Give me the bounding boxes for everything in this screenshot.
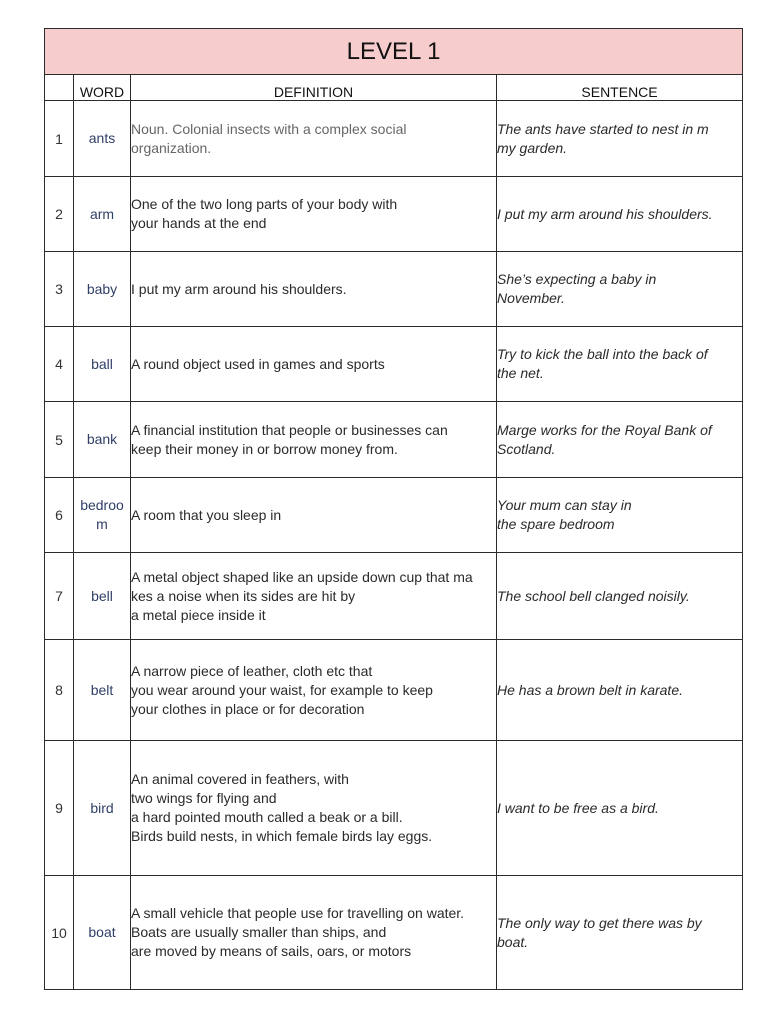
header-number (45, 75, 74, 101)
definition-cell (131, 252, 497, 327)
title-row (45, 29, 743, 75)
word-line: belt (90, 681, 114, 698)
sentence-line: The ants have started to nest in m (497, 120, 709, 137)
row-number: 6 (45, 478, 74, 553)
definition-line: One of the two long parts of your body with (131, 196, 398, 212)
sentence-line: the net. (497, 365, 544, 381)
header-sentence: SENTENCE (497, 75, 743, 101)
definition-line: a hard pointed mouth called a beak or a bill. (131, 809, 403, 825)
table-row (45, 327, 743, 402)
definition-line: kes a noise when its sides are hit by (131, 587, 356, 604)
header-row (45, 75, 743, 101)
definition-cell (131, 876, 497, 990)
definition-line: your clothes in place or for decoration (131, 700, 365, 717)
table-row (45, 101, 743, 177)
row-number: 8 (45, 640, 74, 741)
word-line: ants (88, 130, 116, 146)
definition-line: are moved by means of sails, oars, or motors (131, 943, 412, 959)
sentence-cell (497, 741, 743, 876)
vocabulary-table (44, 28, 743, 990)
definition-cell (131, 478, 497, 553)
definition-line: keep their money in or borrow money from. (131, 440, 398, 457)
definition-cell (131, 177, 497, 252)
word-cell (74, 478, 131, 553)
word-cell (74, 177, 131, 252)
sentence-cell (497, 101, 743, 177)
sentence-line: I put my arm around his shoulders. (497, 205, 713, 222)
sentence-cell (497, 640, 743, 741)
sentence-line: the spare bedroom (497, 516, 615, 532)
word-line: bank (86, 431, 118, 447)
sentence-line: She’s expecting a baby in (497, 271, 657, 287)
sentence-line: Your mum can stay in (497, 497, 632, 513)
sentence-line: He has a brown belt in karate. (497, 681, 683, 698)
table-row (45, 741, 743, 876)
table-row (45, 177, 743, 252)
word-cell (74, 741, 131, 876)
definition-line: A round object used in games and sports (131, 355, 385, 372)
definition-cell (131, 741, 497, 876)
table-row (45, 876, 743, 990)
sentence-line: November. (497, 290, 565, 306)
word-cell (74, 101, 131, 177)
definition-line: A metal object shaped like an upside down cup that ma (131, 568, 473, 585)
table-row (45, 640, 743, 741)
sentence-cell (497, 177, 743, 252)
word-cell (74, 252, 131, 327)
sentence-line: Marge works for the Royal Bank of (497, 421, 712, 438)
row-number: 10 (45, 876, 74, 990)
word-cell (74, 553, 131, 640)
row-number: 9 (45, 741, 74, 876)
word-cell (74, 640, 131, 741)
row-number: 3 (45, 252, 74, 327)
header-word: WORD (74, 75, 131, 101)
definition-line: a metal piece inside it (131, 606, 266, 623)
sentence-line: The school bell clanged noisily. (497, 587, 690, 604)
table-row (45, 402, 743, 478)
definition-line: Noun. Colonial insects with a complex social (131, 120, 407, 137)
definition-line: I put my arm around his shoulders. (131, 280, 347, 297)
definition-line: two wings for flying and (131, 790, 277, 806)
word-cell (74, 402, 131, 478)
sentence-cell (497, 553, 743, 640)
word-line: ball (91, 355, 113, 372)
sentence-cell (497, 252, 743, 327)
sentence-line: Try to kick the ball into the back of (497, 346, 708, 362)
sentence-cell (497, 327, 743, 402)
sentence-line: boat. (497, 933, 529, 950)
table-row (45, 252, 743, 327)
row-number: 2 (45, 177, 74, 252)
word-line: boat (88, 924, 116, 940)
word-line: bird (90, 799, 114, 816)
definition-line: your hands at the end (131, 215, 267, 231)
definition-line: A financial institution that people or businesses can (131, 421, 448, 438)
definition-cell (131, 553, 497, 640)
word-line: baby (86, 280, 118, 297)
word-line: bedroo (80, 497, 124, 513)
definition-cell (131, 402, 497, 478)
word-line: bell (91, 587, 113, 604)
sentence-cell (497, 876, 743, 990)
sentence-cell (497, 402, 743, 478)
word-line: m (96, 516, 108, 532)
row-number: 7 (45, 553, 74, 640)
page-title: LEVEL 1 (45, 29, 743, 75)
definition-line: A room that you sleep in (131, 506, 282, 523)
definition-cell (131, 101, 497, 177)
sentence-line: my garden. (497, 139, 568, 156)
sentence-line: The only way to get there was by (497, 914, 702, 931)
definition-cell (131, 327, 497, 402)
header-definition: DEFINITION (131, 75, 497, 101)
sentence-line: Scotland. (497, 440, 556, 457)
definition-line: organization. (131, 139, 212, 156)
sentence-cell (497, 478, 743, 553)
row-number: 4 (45, 327, 74, 402)
definition-line: you wear around your waist, for example to keep (131, 681, 433, 698)
row-number: 5 (45, 402, 74, 478)
definition-line: A small vehicle that people use for travelling on water. (131, 905, 465, 921)
table-row (45, 553, 743, 640)
definition-line: A narrow piece of leather, cloth etc that (131, 662, 373, 679)
table-row (45, 478, 743, 553)
word-cell (74, 876, 131, 990)
definition-line: An animal covered in feathers, with (131, 771, 349, 787)
definition-line: Birds build nests, in which female birds lay eggs. (131, 828, 433, 844)
word-line: arm (89, 205, 115, 222)
row-number: 1 (45, 101, 74, 177)
word-cell (74, 327, 131, 402)
definition-line: Boats are usually smaller than ships, and (131, 924, 387, 940)
sentence-line: I want to be free as a bird. (497, 799, 659, 816)
definition-cell (131, 640, 497, 741)
